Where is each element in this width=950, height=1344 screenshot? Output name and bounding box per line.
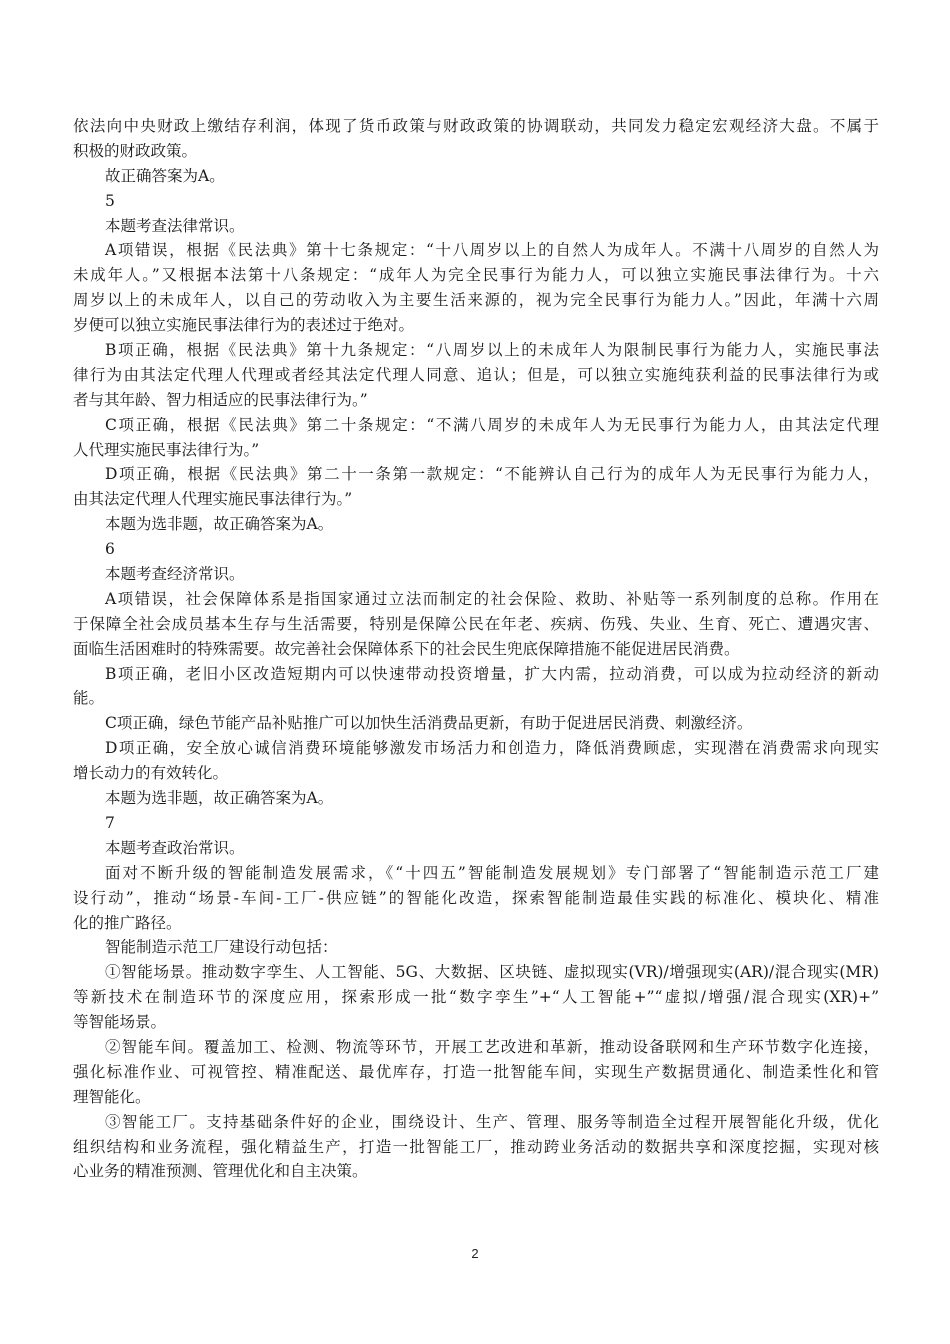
- text-line: 强化标准作业、可视管控、精准配送、最优库存，打造一批智能车间，实现生产数据贯通化、制造柔性化和管: [73, 1062, 879, 1081]
- paragraph: [73, 836, 879, 861]
- document-body: [73, 114, 879, 1184]
- paragraph: [73, 413, 879, 463]
- text-line: 依法向中央财政上缴结存利润，体现了货币政策与财政政策的协调联动，共同发力稳定宏观经济大盘。不属于: [73, 117, 879, 135]
- text-line: ②智能车间。覆盖加工、检测、物流等环节，开展工艺改进和革新，推动设备联网和生产环节数字化连接，: [105, 1037, 879, 1056]
- paragraph: [73, 338, 879, 413]
- text-line: 组织结构和业务流程，强化精益生产，打造一批智能工厂，推动跨业务活动的数据共享和深度挖掘，实现对核: [73, 1137, 879, 1156]
- text-line: D项正确，根据《民法典》第二十一条第一款规定：“不能辨认自己行为的成年人为无民事行为能力人，: [105, 465, 879, 484]
- text-line: ①智能场景。推动数字孪生、人工智能、5G、大数据、区块链、虚拟现实(VR)/增强现实(AR)/混合现实(MR): [105, 963, 879, 982]
- paragraph: [73, 662, 879, 712]
- text-line: 设行动”，推动“场景-车间-工厂-供应链”的智能化改造，探索智能制造最佳实践的标准化、模块化、精准: [73, 888, 879, 907]
- text-line: ③智能工厂。支持基础条件好的企业，围绕设计、生产、管理、服务等制造全过程开展智能化升级，优化: [105, 1112, 879, 1131]
- paragraph: [73, 587, 879, 662]
- paragraph: [73, 960, 879, 1035]
- text-line: A项错误，根据《民法典》第十七条规定：“十八周岁以上的自然人为成年人。不满十八周岁的自然人为: [105, 241, 879, 260]
- paragraph: [73, 711, 879, 736]
- paragraph: [73, 562, 879, 587]
- text-line: 本题考查法律常识。: [105, 216, 245, 235]
- text-line: 人代理实施民事法律行为。”: [73, 440, 260, 459]
- paragraph: [73, 1035, 879, 1110]
- text-line: 未成年人。”又根据本法第十八条规定：“成年人为完全民事行为能力人，可以独立实施民事法律行为。十六: [73, 266, 879, 285]
- paragraph: [73, 786, 879, 811]
- page-number: 2: [471, 1246, 479, 1261]
- text-line: 等智能场景。: [73, 1013, 167, 1032]
- text-line: 增长动力的有效转化。: [73, 764, 229, 783]
- text-line: 由其法定代理人代理实施民事法律行为。”: [73, 490, 353, 509]
- text-line: 岁便可以独立实施民事法律行为的表述过于绝对。: [73, 316, 415, 335]
- paragraph: [73, 537, 879, 562]
- text-line: 理智能化。: [73, 1087, 151, 1106]
- text-line: 5: [105, 191, 115, 210]
- paragraph: [73, 861, 879, 936]
- text-line: 本题考查经济常识。: [105, 565, 245, 584]
- paragraph: [73, 238, 879, 338]
- text-line: 6: [105, 540, 115, 559]
- text-line: 本题考查政治常识。: [105, 838, 245, 857]
- text-line: 化的推广路径。: [73, 913, 182, 932]
- text-line: B项正确，根据《民法典》第十九条规定：“八周岁以上的未成年人为限制民事行为能力人，实施民事法: [105, 341, 879, 360]
- text-line: 本题为选非题，故正确答案为A。: [105, 515, 334, 534]
- paragraph: [73, 214, 879, 239]
- text-line: 7: [105, 813, 115, 832]
- text-line: 故正确答案为A。: [105, 166, 225, 185]
- text-line: 者与其年龄、智力相适应的民事法律行为。”: [73, 390, 368, 409]
- paragraph: [73, 935, 879, 960]
- paragraph: [73, 114, 879, 164]
- paragraph: [73, 736, 879, 786]
- text-line: 面对不断升级的智能制造发展需求，《“十四五”智能制造发展规划》专门部署了“智能制造示范工厂建: [105, 863, 879, 882]
- text-line: D项正确，安全放心诚信消费环境能够激发市场活力和创造力，降低消费顾虑，实现潜在消费需求向现实: [105, 739, 879, 758]
- text-line: C项正确，根据《民法典》第二十条规定：“不满八周岁的未成年人为无民事行为能力人，由其法定代理: [105, 415, 879, 434]
- paragraph: [73, 1110, 879, 1185]
- text-line: 周岁以上的未成年人，以自己的劳动收入为主要生活来源的，视为完全民事行为能力人。”因此，年满十六周: [73, 291, 879, 310]
- paragraph: [73, 189, 879, 214]
- paragraph: [73, 164, 879, 189]
- text-line: 律行为由其法定代理人代理或者经其法定代理人同意、追认；但是，可以独立实施纯获利益的民事法律行为或: [73, 365, 879, 384]
- text-line: A项错误，社会保障体系是指国家通过立法而制定的社会保险、救助、补贴等一系列制度的总称。作用在: [105, 589, 879, 608]
- paragraph: [73, 462, 879, 512]
- text-line: B项正确，老旧小区改造短期内可以快速带动投资增量，扩大内需，拉动消费，可以成为拉动经济的新动: [105, 664, 879, 683]
- text-line: 能。: [73, 689, 105, 708]
- text-line: 心业务的精准预测、管理优化和自主决策。: [73, 1162, 368, 1181]
- text-line: 面临生活困难时的特殊需要。故完善社会保障体系下的社会民生兜底保障措施不能促进居民消费。: [73, 639, 740, 658]
- paragraph: [73, 512, 879, 537]
- text-line: 等新技术在制造环节的深度应用，探索形成一批“数字孪生”+“人工智能+”“虚拟/增强/混合现实(XR)+”: [73, 988, 879, 1007]
- text-line: 积极的财政政策。: [73, 141, 198, 160]
- paragraph: [73, 811, 879, 836]
- text-line: C项正确，绿色节能产品补贴推广可以加快生活消费品更新，有助于促进居民消费、刺激经济。: [105, 714, 753, 733]
- text-line: 智能制造示范工厂建设行动包括：: [105, 938, 338, 957]
- text-line: 于保障全社会成员基本生存与生活需要，特别是保障公民在年老、疾病、伤残、失业、生育、死亡、遭遇灾害、: [73, 614, 879, 633]
- text-line: 本题为选非题，故正确答案为A。: [105, 789, 334, 808]
